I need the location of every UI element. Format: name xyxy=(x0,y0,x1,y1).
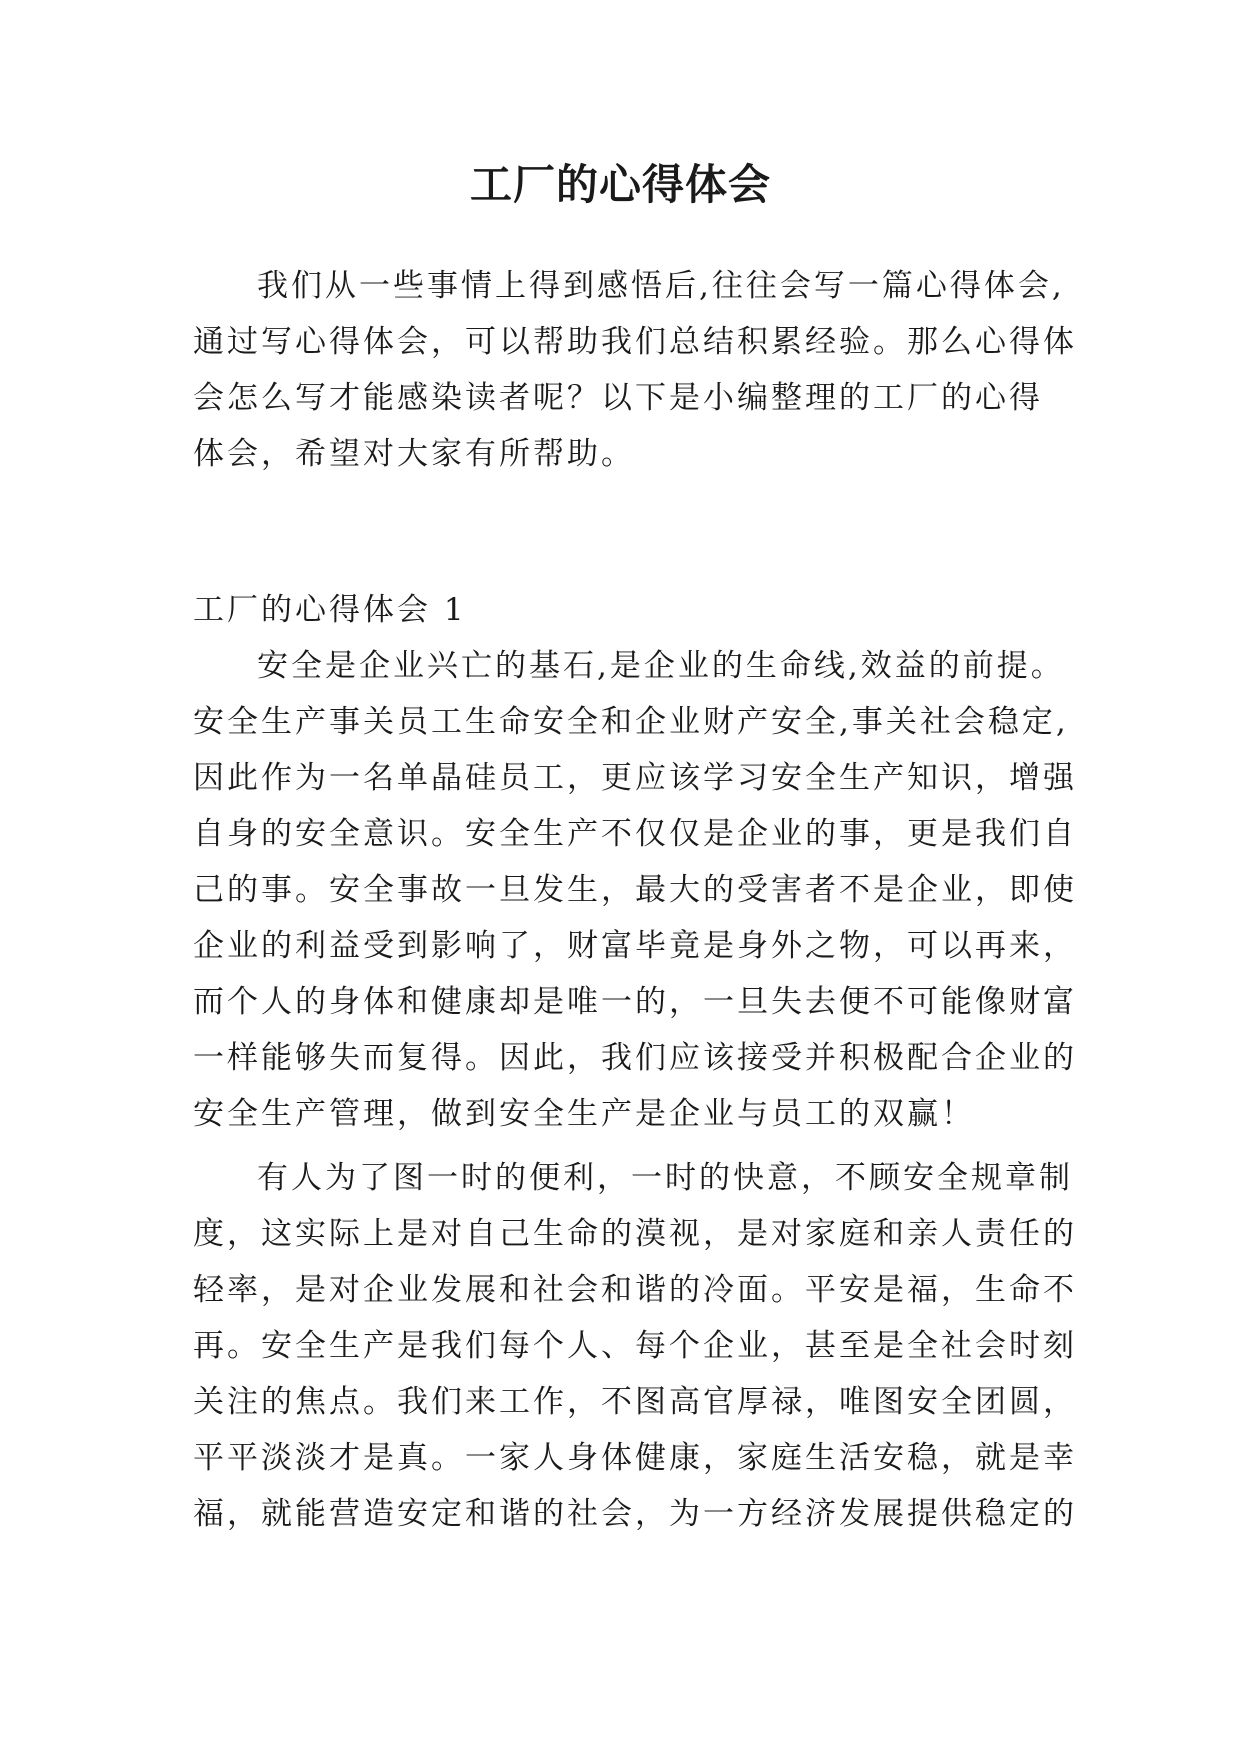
intro-line-3: 会怎么写才能感染读者呢？以下是小编整理的工厂的心得 xyxy=(193,380,1043,416)
paragraph1-line-5: 己的事。安全事故一旦发生，最大的受害者不是企业，即使 xyxy=(193,872,1077,908)
paragraph1-line-7: 而个人的身体和健康却是唯一的，一旦失去便不可能像财富 xyxy=(193,984,1077,1020)
paragraph2-line-5: 关注的焦点。我们来工作，不图高官厚禄，唯图安全团圆， xyxy=(193,1384,1077,1420)
paragraph2-line-6: 平平淡淡才是真。一家人身体健康，家庭生活安稳，就是幸 xyxy=(193,1440,1077,1476)
intro-line-4: 体会，希望对大家有所帮助。 xyxy=(193,436,635,472)
paragraph2-line-7: 福，就能营造安定和谐的社会，为一方经济发展提供稳定的 xyxy=(193,1496,1077,1532)
paragraph1-line-4: 自身的安全意识。安全生产不仅仅是企业的事，更是我们自 xyxy=(193,816,1077,852)
paragraph1-line-6: 企业的利益受到影响了，财富毕竟是身外之物，可以再来， xyxy=(193,928,1077,964)
paragraph1-line-9: 安全生产管理，做到安全生产是企业与员工的双赢！ xyxy=(193,1096,975,1132)
document-title: 工厂的心得体会 xyxy=(469,160,771,209)
paragraph2-line-1: 有人为了图一时的便利，一时的快意，不顾安全规章制 xyxy=(257,1160,1073,1196)
section-heading: 工厂的心得体会 1 xyxy=(193,592,467,628)
intro-line-1: 我们从一些事情上得到感悟后,往往会写一篇心得体会, xyxy=(257,268,1065,304)
paragraph2-line-2: 度，这实际上是对自己生命的漠视，是对家庭和亲人责任的 xyxy=(193,1216,1077,1252)
paragraph1-line-8: 一样能够失而复得。因此，我们应该接受并积极配合企业的 xyxy=(193,1040,1077,1076)
paragraph1-line-1: 安全是企业兴亡的基石,是企业的生命线,效益的前提。 xyxy=(257,648,1065,684)
intro-line-2: 通过写心得体会，可以帮助我们总结积累经验。那么心得体 xyxy=(193,324,1077,360)
paragraph1-line-2: 安全生产事关员工生命安全和企业财产安全,事关社会稳定, xyxy=(193,704,1069,740)
paragraph1-line-3: 因此作为一名单晶硅员工，更应该学习安全生产知识，增强 xyxy=(193,760,1077,796)
paragraph2-line-4: 再。安全生产是我们每个人、每个企业，甚至是全社会时刻 xyxy=(193,1328,1077,1364)
paragraph2-line-3: 轻率，是对企业发展和社会和谐的冷面。平安是福，生命不 xyxy=(193,1272,1077,1308)
